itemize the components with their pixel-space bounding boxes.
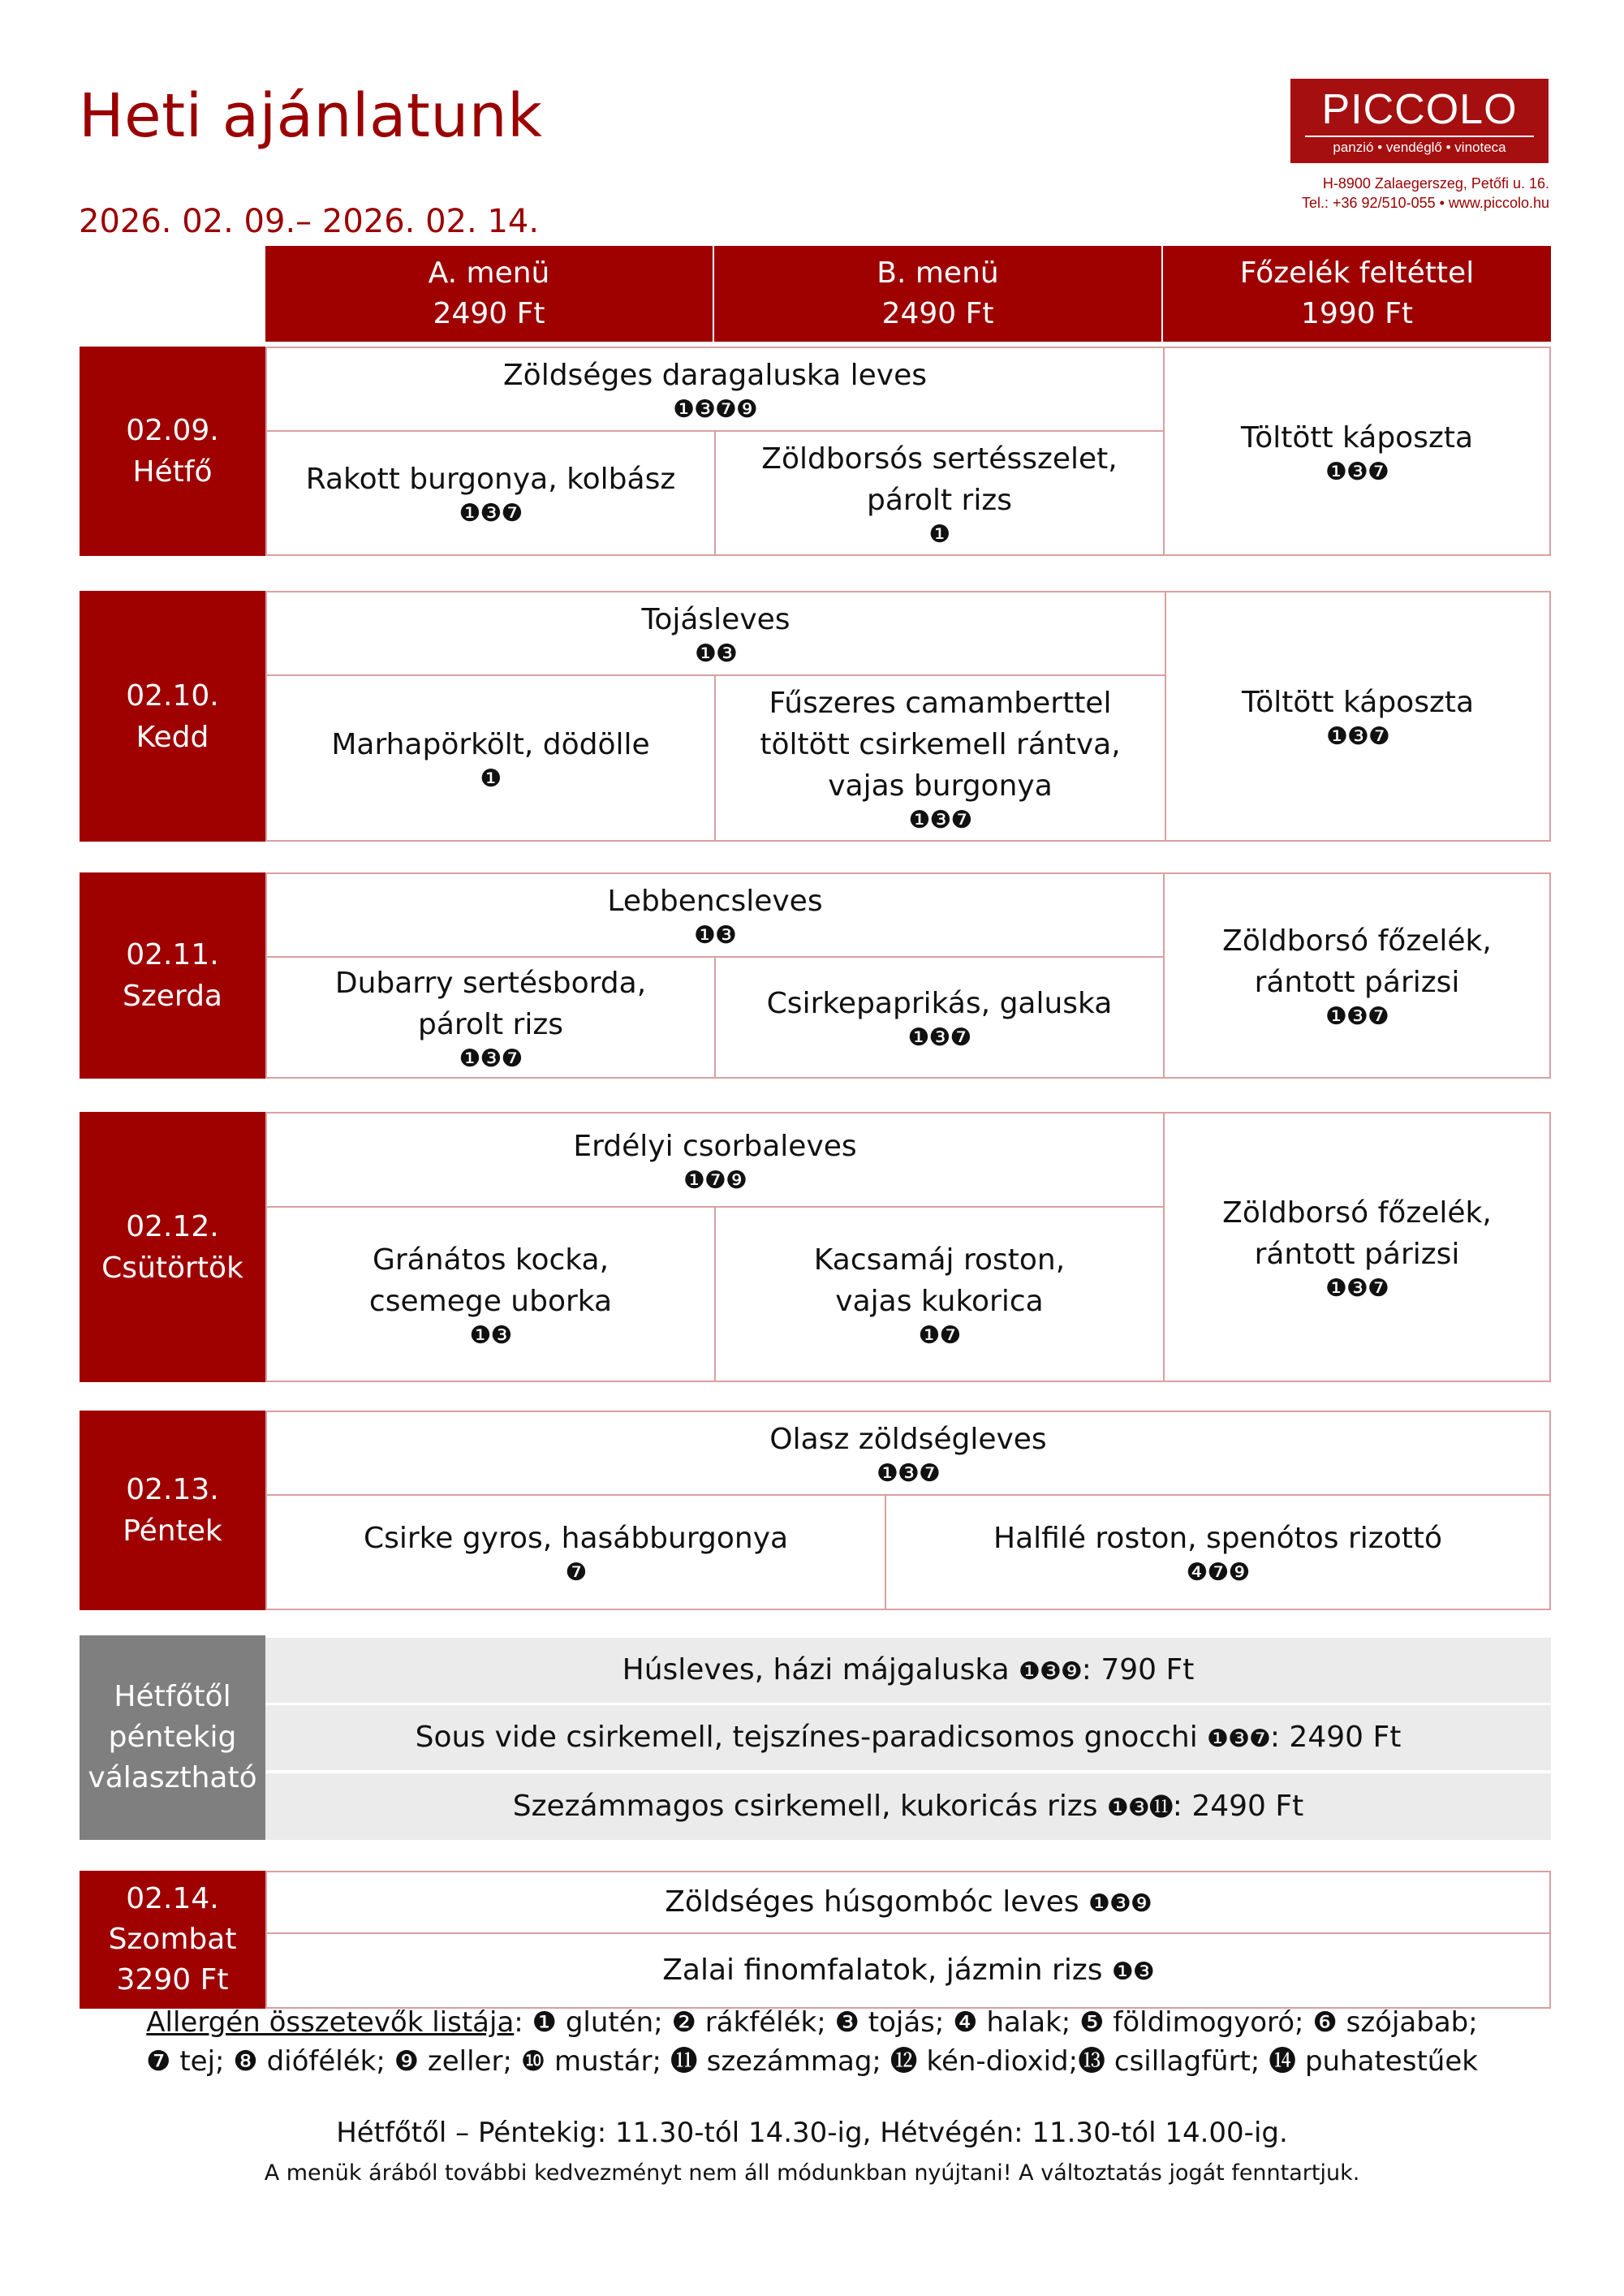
allergen-icons: ❶❸❼❾ [673, 395, 757, 424]
header-price: 1990 Ft [1301, 297, 1413, 330]
address: H-8900 Zalaegerszeg, Petőfi u. 16. [1322, 175, 1549, 192]
dish-name: Dubarry sertésborda, párolt rizs [334, 966, 647, 1041]
allergen-icons: ❶❸⓫ [1106, 1794, 1173, 1822]
day-date: 02.10. [126, 678, 219, 713]
legend-label: Allergén összetevők listája [146, 2006, 515, 2039]
allergen-icons: ❶ [928, 519, 950, 549]
allergen-icons: ❶❸❼ [459, 1044, 523, 1073]
page-title: Heti ajánlatunk [79, 81, 543, 151]
weekly-item [265, 1705, 1551, 1770]
a-menu-cell [265, 956, 716, 1079]
soup-cell [265, 347, 1165, 432]
a-menu-cell [265, 1206, 716, 1382]
phone-web: Tel.: +36 92/510-055 • www.piccolo.hu [1302, 195, 1549, 211]
dish-name: Kacsamáj roston, vajas kukorica [813, 1243, 1066, 1318]
allergen-icons: ❶❸❾ [1019, 1657, 1082, 1686]
soup-cell [265, 1112, 1165, 1208]
allergen-icons: ❶❸❼ [1207, 1725, 1270, 1753]
day-date: 02.14. [126, 1882, 219, 1915]
b-menu-cell [714, 956, 1165, 1079]
day-name: Csütörtök [101, 1251, 243, 1285]
a-menu-cell [265, 1494, 886, 1610]
fozelek-cell [1163, 872, 1551, 1079]
dish-name: Zalai finomfalatok, jázmin rizs [662, 1954, 1103, 1987]
day-label-wednesday [80, 872, 265, 1079]
allergen-icons: ❶❸ [1111, 1958, 1154, 1986]
allergen-icons: ❹❼❾ [1186, 1558, 1250, 1587]
dish-name: Húsleves, házi májgaluska [622, 1653, 1010, 1686]
dish-name: Rakott burgonya, kolbász [305, 463, 676, 496]
day-date: 02.13. [126, 1473, 219, 1506]
date-range: 2026. 02. 09.– 2026. 02. 14. [79, 203, 540, 240]
dish-price: : 2490 Ft [1269, 1721, 1402, 1754]
dish-name: Lebbencsleves [607, 885, 823, 918]
saturday-item [265, 1871, 1551, 1934]
day-name: Szombat [108, 1923, 237, 1956]
allergen-icons: ❶❸❼ [1325, 1273, 1389, 1303]
dish-name: Zöldséges húsgombóc leves [665, 1885, 1079, 1919]
b-menu-cell [885, 1494, 1551, 1610]
allergen-icons: ❶❸❾ [1088, 1889, 1152, 1918]
header-price: 2490 Ft [433, 297, 545, 330]
legend-items-1: : ❶ glutén; ❷ rákfélék; ❸ tojás; ❹ halak; ❺ földimogyoró; ❻ szójabab; [514, 2006, 1478, 2039]
allergen-icons: ❶❸ [469, 1320, 512, 1350]
logo-name: PICCOLO [1321, 86, 1518, 133]
allergen-icons: ❶❸❼ [1325, 1002, 1389, 1031]
dish-name: Halfilé roston, spenótos rizottó [993, 1522, 1442, 1555]
header-price: 2490 Ft [881, 297, 994, 330]
weekly-label: Hétfőtől péntekig választható [80, 1635, 265, 1840]
weekly-item [265, 1773, 1551, 1840]
soup-cell [265, 591, 1166, 676]
header-b-menu [714, 246, 1163, 342]
dish-name: Erdélyi csorbaleves [573, 1129, 857, 1163]
allergen-icons: ❶❸❼ [908, 805, 972, 834]
soup-cell [265, 872, 1165, 958]
allergen-legend [0, 2003, 1624, 2081]
day-name: Szerda [123, 980, 222, 1013]
allergen-icons: ❶❸ [695, 640, 737, 668]
allergen-icons: ❶❸❼ [877, 1459, 940, 1488]
day-date: 02.11. [126, 938, 219, 971]
allergen-icons: ❶❸❼ [1325, 457, 1389, 486]
b-menu-cell [714, 1206, 1165, 1382]
allergen-icons: ❶❸❼ [459, 499, 523, 528]
saturday-item [265, 1932, 1551, 2009]
day-label-friday [80, 1411, 265, 1610]
header-fozelek [1163, 246, 1551, 342]
disclaimer-note: A menük árából további kedvezményt nem áll módunkban nyújtani! A változtatás jogát fenntartjuk. [264, 2160, 1360, 2186]
allergen-icons: ❶❸ [694, 921, 736, 950]
day-label-saturday [80, 1871, 265, 2009]
dish-name: Sous vide csirkemell, tejszínes-paradicsomos gnocchi [415, 1721, 1198, 1754]
fozelek-cell [1163, 1112, 1551, 1382]
day-name: Hétfő [132, 455, 213, 489]
dish-name: Fűszeres camamberttel töltött csirkemell rántva, vajas burgonya [760, 686, 1121, 803]
a-menu-cell [265, 430, 716, 556]
fozelek-cell [1163, 347, 1551, 556]
dish-name: Olasz zöldségleves [769, 1423, 1047, 1456]
allergen-icons: ❼ [565, 1558, 587, 1587]
day-name: Kedd [136, 720, 209, 754]
header-a-menu [265, 246, 714, 342]
day-price: 3290 Ft [116, 1963, 229, 1997]
dish-name: Tojásleves [641, 603, 790, 636]
day-name: Péntek [123, 1514, 222, 1548]
allergen-icons: ❶❸❼ [1326, 722, 1389, 751]
dish-name: Csirkepaprikás, galuska [766, 987, 1113, 1020]
dish-name: Töltött káposzta [1240, 420, 1474, 454]
allergen-icons: ❶❸❼ [907, 1023, 971, 1052]
legend-items-2: ❼ tej; ❽ diófélék; ❾ zeller; ❿ mustár; ⓫ szezámmag; ⓬ kén-dioxid;⓭ csillagfürt; ⓮ puhatestűek [146, 2045, 1478, 2078]
dish-price: : 2490 Ft [1172, 1790, 1304, 1823]
legend-line-1 [0, 2003, 1624, 2042]
weekly-item [265, 1638, 1551, 1703]
b-menu-cell [714, 674, 1166, 842]
dish-name: Gránátos kocka, csemege uborka [368, 1243, 613, 1318]
dish-name: Csirke gyros, hasábburgonya [363, 1522, 789, 1555]
contact-info [1302, 174, 1549, 213]
b-menu-cell [714, 430, 1165, 556]
dish-name: Zöldborsó főzelék, rántott párizsi [1222, 1195, 1492, 1271]
header-label: A. menü [428, 256, 550, 290]
logo [1290, 79, 1549, 163]
allergen-icons: ❶❼❾ [683, 1165, 747, 1195]
header-label: Főzelék feltéttel [1239, 256, 1475, 290]
dish-name: Töltött káposzta [1241, 686, 1475, 719]
dish-name: Szezámmagos csirkemell, kukoricás rizs [512, 1790, 1098, 1823]
dish-name: Zöldséges daragaluska leves [503, 359, 927, 392]
day-date: 02.09. [126, 414, 219, 447]
dish-price: : 790 Ft [1081, 1653, 1195, 1686]
dish-name: Marhapörkölt, dödölle [331, 727, 650, 761]
a-menu-cell [265, 674, 716, 842]
logo-subtitle: panzió • vendéglő • vinoteca [1333, 140, 1506, 155]
allergen-icons: ❶❼ [918, 1320, 961, 1350]
soup-cell [265, 1411, 1551, 1496]
day-label-monday [80, 347, 265, 556]
header-label: B. menü [877, 256, 999, 290]
dish-name: Zöldborsós sertésszelet, párolt rizs [761, 442, 1118, 517]
day-date: 02.12. [126, 1209, 219, 1243]
day-label-tuesday [80, 591, 265, 842]
fozelek-cell [1165, 591, 1551, 842]
opening-hours: Hétfőtől – Péntekig: 11.30-tól 14.30-ig, Hétvégén: 11.30-tól 14.00-ig. [336, 2117, 1288, 2149]
day-label-thursday [80, 1112, 265, 1382]
allergen-icons: ❶ [480, 764, 502, 793]
dish-name: Zöldborsó főzelék, rántott párizsi [1222, 924, 1492, 999]
